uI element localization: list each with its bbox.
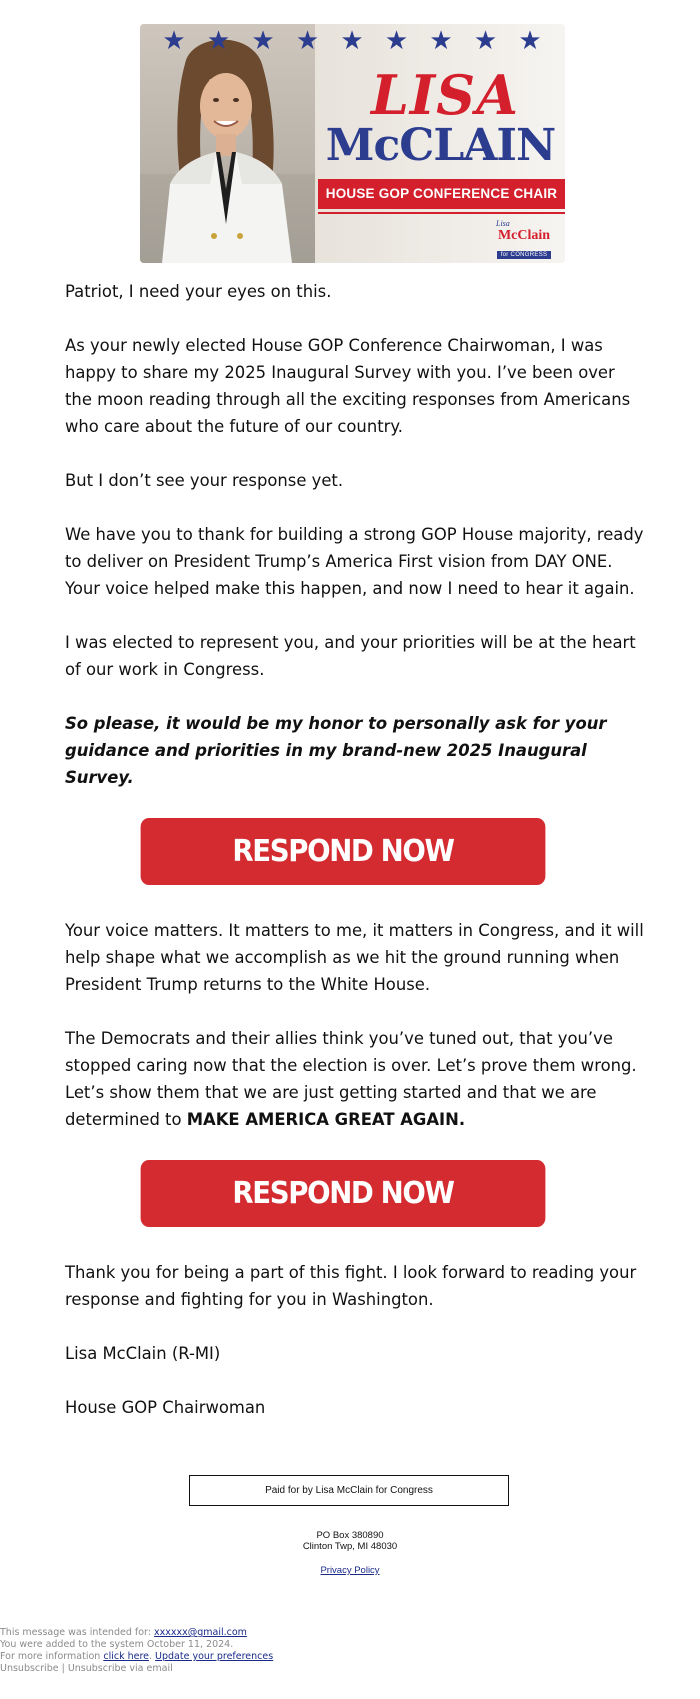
star-icon: ★	[518, 26, 542, 56]
paragraph-greeting: Patriot, I need your eyes on this.	[65, 282, 332, 301]
star-icon: ★	[251, 26, 275, 56]
privacy-policy-link[interactable]: Privacy Policy	[320, 1565, 380, 1576]
recipient-email-link[interactable]: xxxxxx@gmail.com	[154, 1627, 247, 1638]
header-banner	[140, 24, 565, 263]
signature-title: House GOP Chairwoman	[65, 1398, 266, 1417]
candidate-photo	[140, 24, 315, 263]
maga-emphasis: MAKE AMERICA GREAT AGAIN.	[186, 1110, 466, 1129]
paragraph-emphasis: So please, it would be my honor to personally ask for your guidance and priorities in my brand-new 2025 Inaugural Survey.	[65, 714, 607, 787]
subscription-meta	[0, 1627, 500, 1675]
paragraph: We have you to thank for building a strong GOP House majority, ready to deliver on President Trump’s America First vision from DAY ONE. Your voice helped make this happen, and now I need to hear it again.	[65, 525, 644, 598]
star-icon: ★	[295, 26, 320, 56]
paragraph	[65, 1025, 645, 1133]
stars-row	[152, 26, 552, 56]
update-preferences-link[interactable]: Update your preferences	[155, 1651, 274, 1662]
star-icon: ★	[162, 26, 186, 56]
logo-subtitle: for CONGRESS	[497, 251, 552, 259]
intended-prefix: This message was intended for:	[0, 1627, 154, 1638]
unsubscribe-email-link[interactable]: Unsubscribe via email	[67, 1663, 173, 1674]
cta-container	[65, 1160, 645, 1227]
respond-now-button[interactable]: RESPOND NOW	[141, 818, 546, 885]
signature-name: Lisa McClain (R-MI)	[65, 1344, 221, 1363]
privacy-row	[0, 1565, 700, 1576]
unsubscribe-link[interactable]: Unsubscribe	[0, 1663, 59, 1674]
paragraph: Your voice matters. It matters to me, it matters in Congress, and it will help shape what we accomplish as we hit the ground running when President Trump returns to the White House.	[65, 921, 644, 994]
logo-last-name: McClain	[497, 228, 551, 243]
campaign-logo	[492, 219, 556, 258]
star-icon: ★	[429, 26, 453, 56]
paragraph: But I don’t see your response yet.	[65, 471, 344, 490]
star-icon: ★	[473, 26, 498, 56]
address-line: Clinton Twp, MI 48030	[302, 1541, 398, 1552]
logo-first-name: Lisa	[496, 219, 510, 228]
respond-now-button[interactable]: RESPOND NOW	[141, 1160, 546, 1227]
meta-separator: |	[58, 1663, 68, 1674]
star-icon: ★	[340, 26, 364, 56]
star-icon: ★	[206, 26, 231, 56]
banner-last-name: McCLAIN	[325, 120, 556, 171]
address-line: PO Box 380890	[316, 1530, 384, 1541]
more-info-prefix: For more information	[0, 1651, 104, 1662]
banner-first-name: LISA	[370, 63, 520, 127]
mailing-address	[0, 1530, 700, 1552]
intended-for-line	[0, 1627, 500, 1639]
banner-ribbon: HOUSE GOP CONFERENCE CHAIR	[318, 179, 565, 209]
paragraph-closing: Thank you for being a part of this fight. I look forward to reading your response and fighting for you in Washington.	[65, 1263, 637, 1309]
more-info-separator: .	[149, 1651, 156, 1662]
click-here-link[interactable]: click here	[103, 1651, 149, 1662]
paragraph-lead: The Democrats and their allies think you’ve tuned out, that you’ve stopped caring now that the election is over. Let’s prove them wrong. Let’s show them that we are just getting started and that we are determined to	[65, 1029, 637, 1129]
paragraph: I was elected to represent you, and your priorities will be at the heart of our work in Congress.	[65, 633, 636, 679]
added-line: You were added to the system October 11, 2024.	[0, 1639, 234, 1650]
paid-for-disclaimer: Paid for by Lisa McClain for Congress	[189, 1475, 509, 1506]
unsubscribe-line	[0, 1663, 500, 1675]
more-info-line	[0, 1651, 500, 1663]
cta-container	[65, 818, 645, 885]
letter-body	[65, 278, 645, 1448]
star-icon: ★	[384, 26, 409, 56]
paragraph: As your newly elected House GOP Conference Chairwoman, I was happy to share my 2025 Inaugural Survey with you. I’ve been over the moon reading through all the exciting responses from Americans who care about the future of our country.	[65, 336, 631, 436]
